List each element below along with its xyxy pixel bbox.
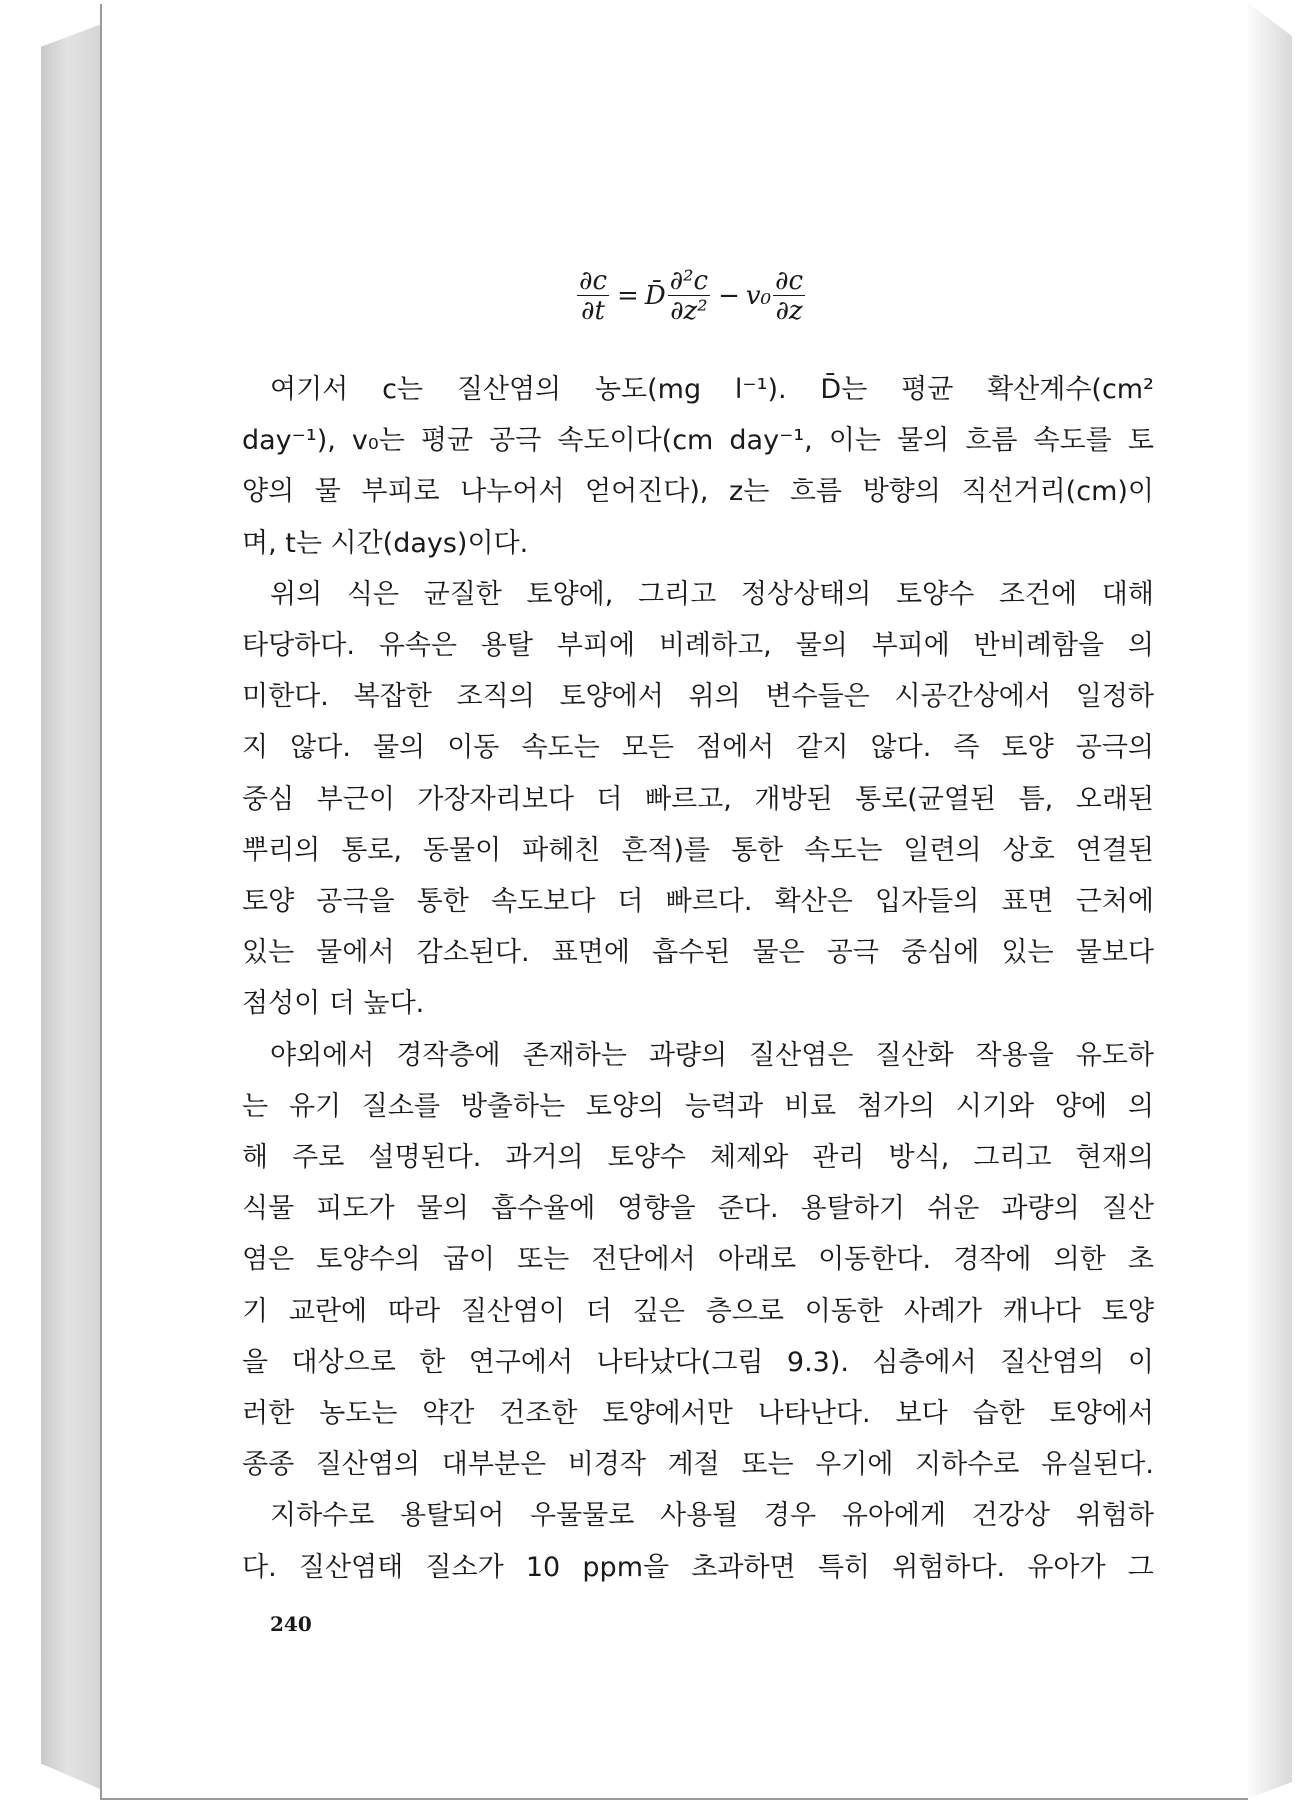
text-line: 지하수로 용탈되어 우물물로 사용될 경우 유아에게 건강상 위험하 bbox=[270, 1500, 1154, 1532]
diffusion-equation: $\frac{\partial c}{\partial t}$ = D̄ $\frac{\text{∂²c}}{\text{∂z²}}$ − v₀ $\frac{\partial c}{\partial z}$ bbox=[579, 266, 804, 326]
text-line: 해 주로 설명된다. 과거의 토양수 체제와 관리 방식, 그리고 현재의 bbox=[242, 1142, 1154, 1174]
equation-coef: D̄ bbox=[644, 281, 666, 311]
text-line: 을 대상으로 한 연구에서 나타났다(그림 9.3). 심층에서 질산염의 이 bbox=[242, 1346, 1154, 1378]
text-line: 있는 물에서 감소된다. 표면에 흡수된 물은 공극 중심에 있는 물보다 bbox=[242, 937, 1154, 969]
text-line: 식물 피도가 물의 흡수율에 영향을 준다. 용탈하기 쉬운 과량의 질산 bbox=[242, 1193, 1154, 1225]
text-line: 는 유기 질소를 방출하는 토양의 능력과 비료 첨가의 시기와 양에 의 bbox=[242, 1090, 1154, 1122]
book-spine bbox=[41, 22, 107, 1792]
equation-term-1: $\frac{\text{∂²c}}{\text{∂z²}}$ bbox=[669, 266, 709, 326]
equation-v0: v₀ bbox=[745, 281, 772, 311]
text-line: 타당하다. 유속은 용탈 부피에 비례하고, 물의 부피에 반비례함을 의 bbox=[242, 630, 1154, 662]
text-line: 종종 질산염의 대부분은 비경작 계절 또는 우기에 지하수로 유실된다. bbox=[242, 1449, 1154, 1481]
text-line: 며, t는 시간(days)이다. bbox=[242, 527, 529, 559]
text-line: 미한다. 복잡한 조직의 토양에서 위의 변수들은 시공간상에서 일정하 bbox=[242, 681, 1154, 713]
text-line: 토양 공극을 통한 속도보다 더 빠르다. 확산은 입자들의 표면 근처에 bbox=[242, 886, 1154, 918]
equation-term-2: $\frac{\partial c}{\partial z}$ bbox=[775, 266, 804, 326]
page-edge bbox=[1244, 0, 1292, 1800]
text-line: 위의 식은 균질한 토양에, 그리고 정상상태의 토양수 조건에 대해 bbox=[270, 578, 1154, 610]
page-number: 240 bbox=[270, 1612, 312, 1636]
equation-lhs: $\frac{\partial c}{\partial t}$ bbox=[579, 266, 608, 326]
text-line: 뿌리의 통로, 동물이 파헤친 흔적)를 통한 속도는 일련의 상호 연결된 bbox=[242, 834, 1154, 866]
text-line: 양의 물 부피로 나누어서 얻어진다), z는 흐름 방향의 직선거리(cm)이 bbox=[242, 476, 1154, 508]
text-line: 여기서 c는 질산염의 농도(mg l⁻¹). D̄는 평균 확산계수(cm² bbox=[270, 374, 1154, 405]
text-line: 기 교란에 따라 질산염이 더 깊은 층으로 이동한 사례가 캐나다 토양 bbox=[242, 1295, 1154, 1327]
text-line: 중심 부근이 가장자리보다 더 빠르고, 개방된 통로(균열된 틈, 오래된 bbox=[242, 783, 1154, 815]
text-line: 지 않다. 물의 이동 속도는 모든 점에서 같지 않다. 즉 토양 공극의 bbox=[242, 732, 1154, 764]
text-line: day⁻¹), v₀는 평균 공극 속도이다(cm day⁻¹, 이는 물의 흐름 속도를 토 bbox=[242, 425, 1154, 457]
text-line: 야외에서 경작층에 존재하는 과량의 질산염은 질산화 작용을 유도하 bbox=[270, 1039, 1154, 1071]
text-line: 러한 농도는 약간 건조한 토양에서만 나타난다. 보다 습한 토양에서 bbox=[242, 1398, 1154, 1430]
body-text bbox=[242, 364, 1154, 1593]
text-line: 다. 질산염태 질소가 10 ppm을 초과하면 특히 위험하다. 유아가 그 bbox=[242, 1551, 1154, 1583]
text-line: 염은 토양수의 굽이 또는 전단에서 아래로 이동한다. 경작에 의한 초 bbox=[242, 1244, 1154, 1276]
text-line: 점성이 더 높다. bbox=[242, 988, 425, 1020]
